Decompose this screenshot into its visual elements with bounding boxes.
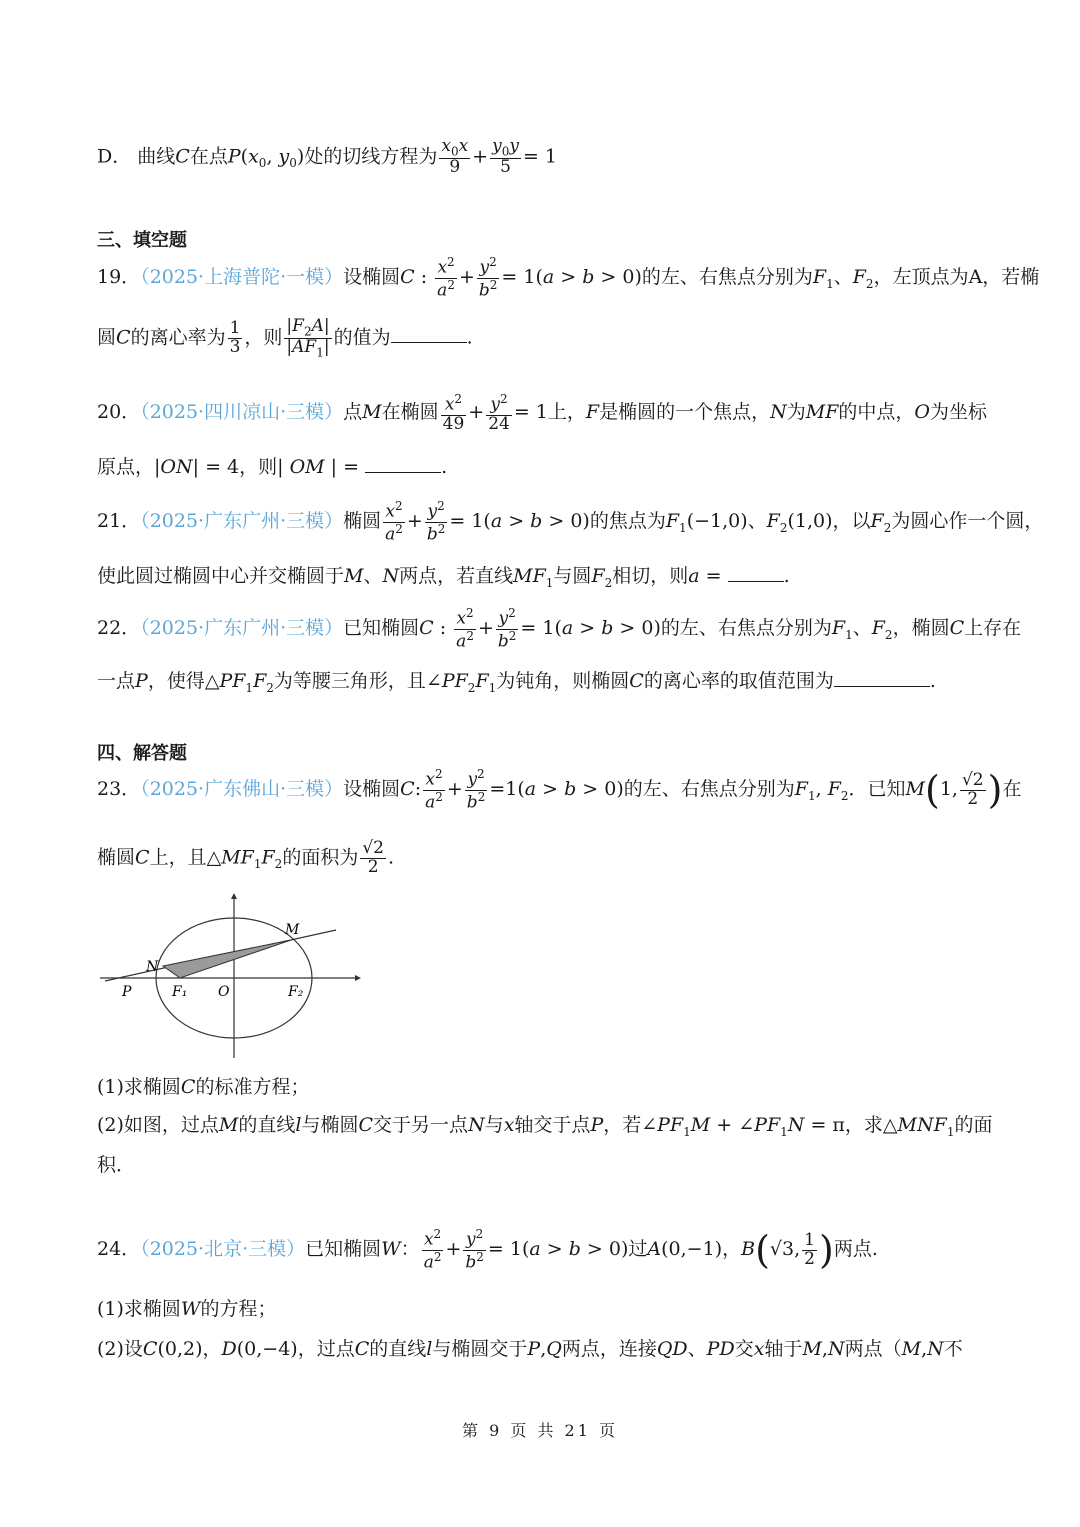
figure-label: O: [218, 984, 230, 1000]
question-24-part1: (1)求椭圆W的方程；: [97, 1298, 277, 1320]
figure-label: P: [122, 984, 132, 1000]
answer-blank[interactable]: [728, 563, 784, 582]
x-axis-arrow-icon: [355, 975, 361, 981]
figure-label: F₁: [172, 984, 188, 1000]
figure-label: M: [285, 922, 300, 938]
answer-blank[interactable]: [834, 668, 930, 687]
question-21: 21．（2025·广东广州·三模）椭圆 $\frac{x^2}{a^2}$ + $\frac{y^2}{b^2}$ = 1(a > b > 0)的焦点为$F_1(-1,0)$、$F_2(1,0)$，以$F_2$为圆心作一个圆，: [97, 499, 1044, 545]
question-23-part2-line2: 积．: [97, 1154, 136, 1176]
question-23-part1: (1)求椭圆C的标准方程；: [97, 1076, 310, 1098]
triangle-mnf1: [163, 940, 291, 978]
question-source: （2025·广东佛山·三模）: [140, 778, 344, 800]
question-23: 23．（2025·广东佛山·三模）设椭圆C: $\frac{x^2}{a^2}$ + $\frac{y^2}{b^2}$ =1(a > b > 0)的左、右焦点分别为$F_1$, $F_2$．已知M(1, $\frac{√2}{2}$ )在: [97, 767, 1022, 813]
question-source: （2025·广东广州·三模）: [140, 510, 344, 532]
section-fill-title: 三、填空题: [97, 230, 187, 251]
question-source: （2025·上海普陀·一模）: [140, 266, 344, 288]
question-23-line2: 椭圆C上，且$\triangle MF_1F_2$的面积为 $\frac{√2}{2}$ .: [97, 838, 395, 877]
question-20: 20．（2025·四川凉山·三模）点M在椭圆 $\frac{x^2}{49}$ + $\frac{y^2}{24}$ = 1上，F是椭圆的一个焦点，N为MF的中点，O为坐标: [97, 392, 987, 434]
answer-blank[interactable]: [365, 454, 441, 473]
question-source: （2025·广东广州·三模）: [140, 617, 344, 639]
question-source: （2025·北京·三模）: [140, 1238, 306, 1260]
question-19-line2: 圆C的离心率为 $\frac{1}{3}$ ，则 $\frac{|F_2A|}{|AF_1|}$ 的值为 .: [97, 316, 473, 360]
ellipse-figure: [100, 893, 365, 1063]
question-24: 24．（2025·北京·三模）已知椭圆W： $\frac{x^2}{a^2}$ + $\frac{y^2}{b^2}$ = 1(a > b > 0)过A(0,−1)，B(√3, $\frac{1}{2}$ )两点.: [97, 1227, 878, 1273]
question-22: 22．（2025·广东广州·三模）已知椭圆C : $\frac{x^2}{a^2}$ + $\frac{y^2}{b^2}$ = 1(a > b > 0)的左、右焦点分别为$F_1$、$F_2$，椭圆C上存在: [97, 606, 1022, 652]
page-footer: 第 9 页 共 21 页: [462, 1421, 618, 1440]
question-20-line2: 原点，|ON| = 4，则| OM | = .: [97, 456, 448, 478]
question-21-line2: 使此圆过椭圆中心并交椭圆于M、N两点，若直线$MF_1$与圆$F_2$相切，则a = .: [97, 565, 790, 590]
figure-label: F₂: [288, 984, 304, 1000]
question-22-line2: 一点P，使得$\triangle PF_1F_2$为等腰三角形，且$\angle PF_2F_1$为钝角，则椭圆C的离心率的取值范围为 .: [97, 670, 936, 695]
answer-blank[interactable]: [391, 324, 467, 343]
figure-label: N: [146, 959, 159, 975]
question-23-part2: (2)如图，过点M的直线l与椭圆C交于另一点N与x轴交于点P，若$\angle PF_1M$ + $\angle PF_1N = \pi$，求$\triangle MNF_1$的面: [97, 1114, 993, 1139]
section-answer-title: 四、解答题: [97, 743, 187, 764]
question-source: （2025·四川凉山·三模）: [140, 401, 344, 424]
y-axis-arrow-icon: [231, 893, 237, 899]
option-d: D． 曲线C在点$P(x_0$, $y_0$)处的切线方程为 $\frac{x_0x}{9}$ + $\frac{y_0y}{5}$ = 1: [97, 136, 558, 177]
question-19: 19．（2025·上海普陀·一模）设椭圆C : $\frac{x^2}{a^2}$ + $\frac{y^2}{b^2}$ = 1(a > b > 0)的左、右焦点分别为$F_1$、$F_2$，左顶点为A，若椭: [97, 255, 1040, 301]
question-24-part2: (2)设C(0,2)，D(0,−4)，过点C的直线l与椭圆交于P,Q两点，连接QD、PD交x轴于M,N两点（M,N不: [97, 1338, 963, 1360]
